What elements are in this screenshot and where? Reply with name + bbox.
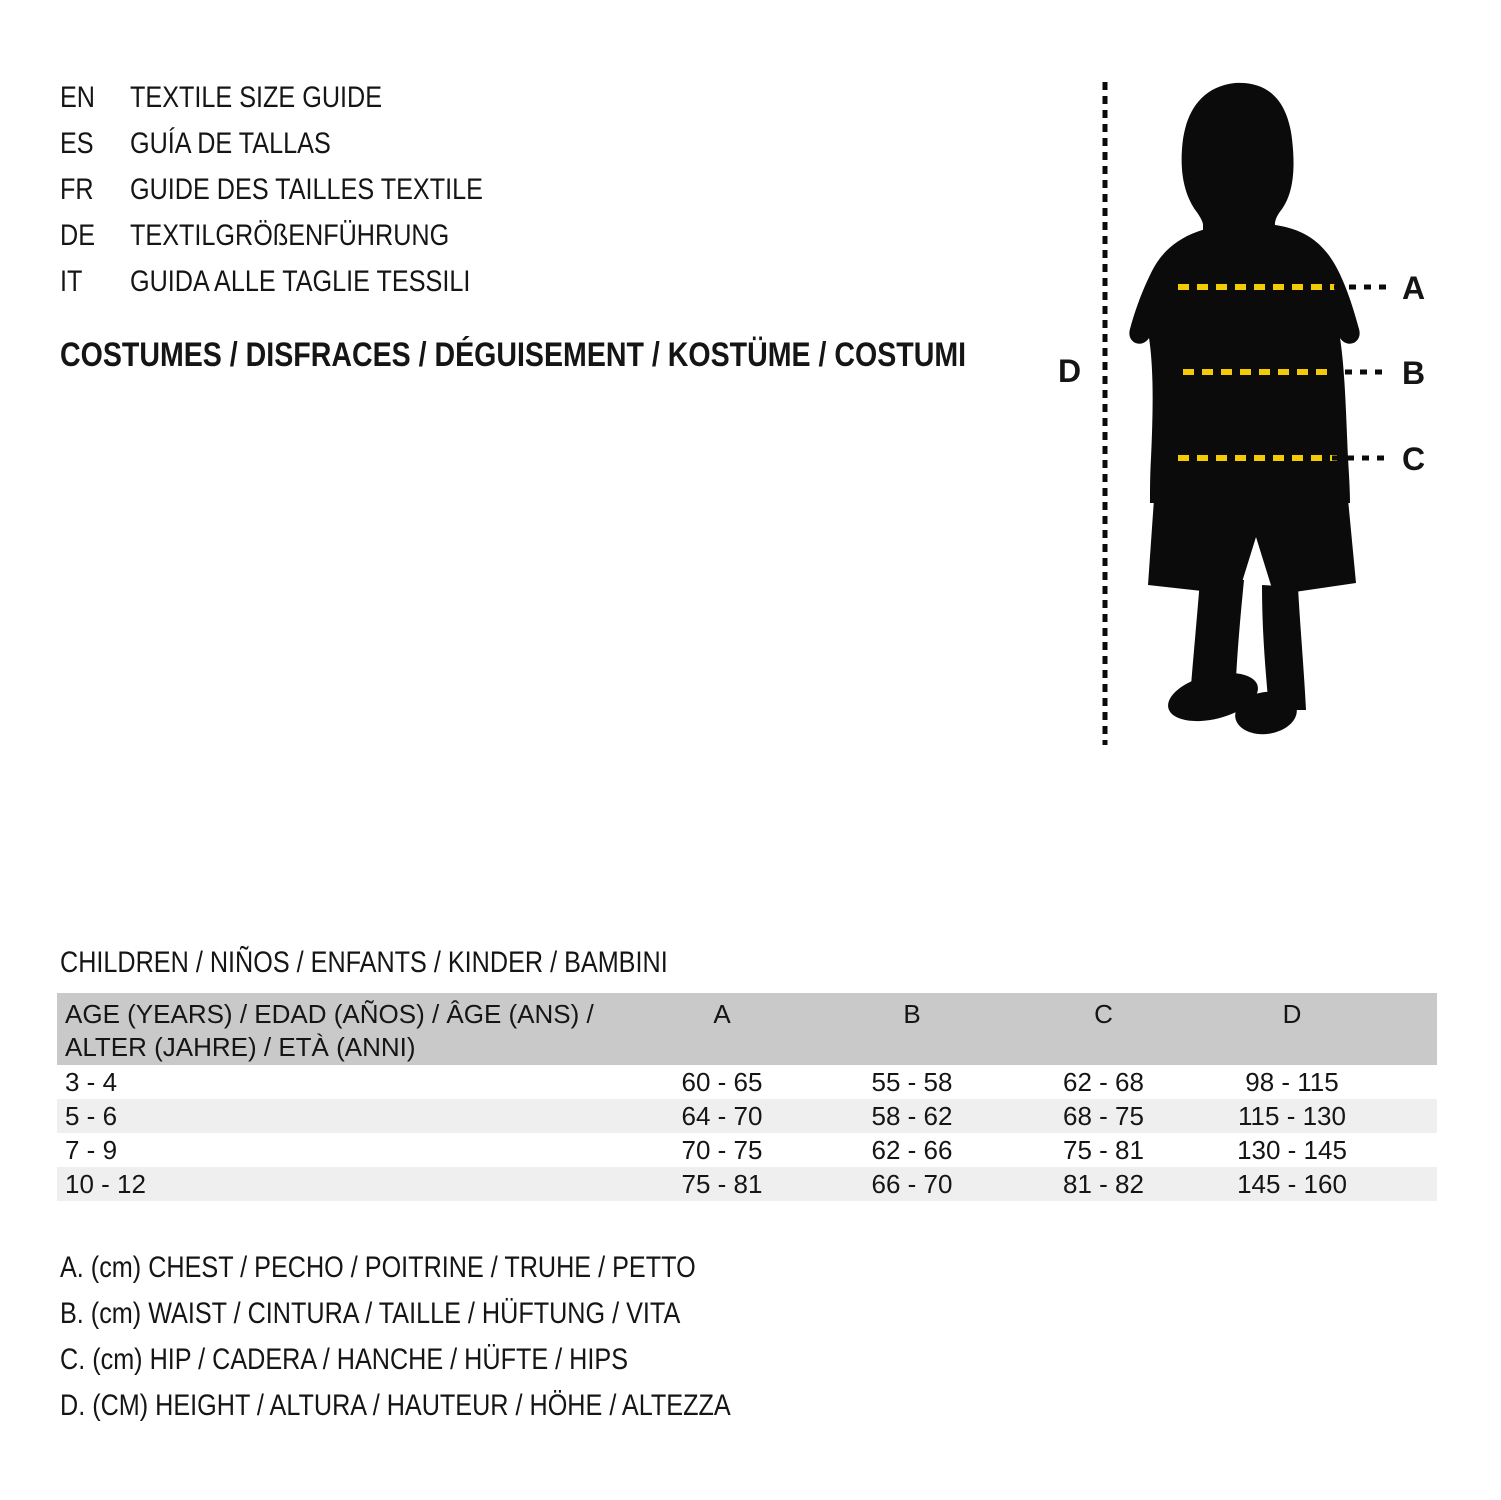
cell-hip: 68 - 75 [1063, 1100, 1144, 1131]
col-header-age: AGE (YEARS) / EDAD (AÑOS) / ÂGE (ANS) / ALTER (JAHRE) / ETÀ (ANNI) [65, 999, 594, 1062]
cell-height: 115 - 130 [1238, 1100, 1346, 1131]
col-header-b: B [903, 999, 921, 1029]
cell-waist: 62 - 66 [871, 1134, 953, 1165]
size-table [57, 993, 1437, 1201]
cell-age: 5 - 6 [65, 1100, 118, 1131]
language-title-row [60, 167, 550, 213]
legend-item [60, 1337, 858, 1383]
cell-hip: 75 - 81 [1063, 1134, 1144, 1165]
language-guide-title: TEXTILE SIZE GUIDE [130, 81, 383, 114]
cell-height: 130 - 145 [1237, 1134, 1347, 1165]
table-row [57, 1167, 1437, 1201]
cell-waist: 58 - 62 [871, 1100, 953, 1131]
category-title: COSTUMES / DISFRACES / DÉGUISEMENT / KOSTÜME / COSTUMI [60, 336, 967, 374]
legend-item [60, 1291, 858, 1337]
legend-item-text: B. (cm) WAIST / CINTURA / TAILLE / HÜFTUNG / VITA [60, 1297, 681, 1330]
figure-label-c: C [1402, 441, 1426, 477]
cell-chest: 64 - 70 [681, 1100, 763, 1131]
table-row [57, 1133, 1437, 1167]
legend-item-text: D. (CM) HEIGHT / ALTURA / HAUTEUR / HÖHE / ALTEZZA [60, 1389, 731, 1422]
legend-item [60, 1383, 858, 1429]
cell-height: 98 - 115 [1245, 1066, 1339, 1097]
col-header-a: A [713, 999, 731, 1029]
child-silhouette-image [1129, 83, 1359, 738]
cell-chest: 75 - 81 [681, 1168, 763, 1199]
language-title-row [60, 75, 550, 121]
cell-waist: 55 - 58 [871, 1066, 953, 1097]
language-guide-title: GUIDA ALLE TAGLIE TESSILI [130, 265, 471, 298]
figure-label-d: D [1058, 353, 1082, 389]
language-code: ES [60, 127, 94, 160]
language-guide-title: TEXTILGRÖßENFÜHRUNG [130, 219, 450, 252]
table-row [57, 1099, 1437, 1133]
figure-label-a: A [1402, 270, 1426, 306]
language-code: EN [60, 81, 96, 114]
language-title-list [60, 75, 550, 305]
col-header-c: C [1094, 999, 1113, 1029]
language-guide-title: GUÍA DE TALLAS [130, 127, 331, 160]
legend-item-text: C. (cm) HIP / CADERA / HANCHE / HÜFTE / HIPS [60, 1343, 628, 1376]
cell-hip: 81 - 82 [1063, 1168, 1144, 1199]
language-title-row [60, 259, 550, 305]
cell-age: 7 - 9 [65, 1134, 118, 1165]
language-guide-title: GUIDE DES TAILLES TEXTILE [130, 173, 483, 206]
table-title: CHILDREN / NIÑOS / ENFANTS / KINDER / BAMBINI [60, 946, 668, 979]
cell-waist: 66 - 70 [871, 1168, 953, 1199]
legend-item [60, 1245, 858, 1291]
col-header-d: D [1282, 999, 1302, 1029]
cell-chest: 60 - 65 [681, 1066, 763, 1097]
language-title-row [60, 213, 550, 259]
language-code: IT [60, 265, 83, 298]
figure-label-b: B [1402, 355, 1426, 391]
cell-age: 3 - 4 [65, 1066, 118, 1097]
language-code: DE [60, 219, 96, 252]
measurement-figure [1050, 75, 1460, 760]
table-row [57, 1065, 1437, 1099]
cell-chest: 70 - 75 [681, 1134, 763, 1165]
table-header-row [57, 993, 1437, 1065]
measurement-legend [60, 1245, 858, 1429]
cell-age: 10 - 12 [65, 1168, 146, 1199]
table-body [57, 1065, 1437, 1201]
legend-item-text: A. (cm) CHEST / PECHO / POITRINE / TRUHE / PETTO [60, 1251, 696, 1284]
language-title-row [60, 121, 550, 167]
cell-height: 145 - 160 [1237, 1168, 1347, 1199]
language-code: FR [60, 173, 94, 206]
cell-hip: 62 - 68 [1063, 1066, 1144, 1097]
